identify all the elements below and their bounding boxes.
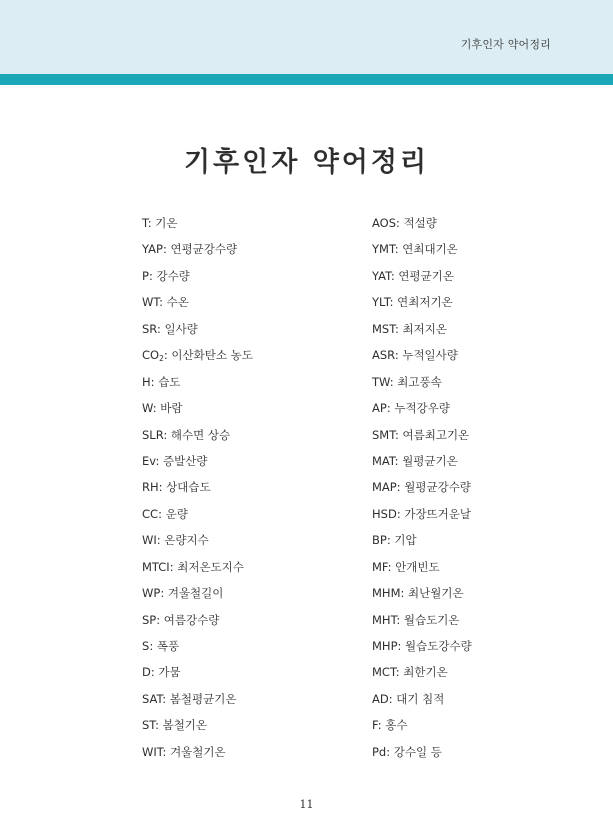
abbreviation-code: SP — [142, 612, 157, 627]
abbreviation-code: SMT — [372, 427, 395, 442]
page-title: 기후인자 약어정리 — [183, 147, 430, 178]
abbreviation-item: ASR: 누적일사량 — [372, 348, 458, 363]
abbreviation-description: 최고풍속 — [397, 374, 442, 389]
abbreviation-item: MAP: 월평균강수량 — [372, 480, 471, 495]
abbreviation-description: 연평균강수량 — [170, 242, 238, 257]
abbreviation-subscript: 2 — [159, 354, 164, 364]
running-header-title: 기후인자 약어정리 — [460, 38, 551, 51]
page-number: 11 — [299, 798, 314, 811]
abbreviation-code: T — [142, 216, 148, 230]
abbreviation-code: F — [372, 718, 378, 733]
abbreviation-item: MAT: 월평균기온 — [372, 453, 458, 468]
abbreviation-code: MAP — [372, 480, 397, 495]
abbreviation-item: W: 바람 — [142, 401, 183, 416]
abbreviation-item: HSD: 가장뜨거운날 — [372, 506, 471, 521]
abbreviation-code: MTCI — [142, 559, 170, 574]
abbreviation-item: WP: 겨울철길이 — [142, 586, 224, 601]
abbreviation-code: YAT — [372, 268, 391, 283]
abbreviation-code: MHT — [372, 612, 397, 627]
abbreviation-code: WIT — [142, 744, 163, 759]
abbreviation-item: YMT: 연최대기온 — [372, 242, 458, 257]
abbreviation-item: AP: 누적강우량 — [372, 401, 450, 416]
abbreviation-code: YAP — [142, 242, 163, 257]
abbreviation-code: MAT — [372, 453, 395, 468]
abbreviation-code: S — [142, 639, 150, 653]
abbreviation-description: 월습도기온 — [403, 612, 460, 627]
abbreviation-item: ST: 봄철기온 — [142, 718, 208, 733]
abbreviation-item: YLT: 연최저기온 — [372, 295, 453, 310]
abbreviation-code: WP — [142, 586, 161, 601]
abbreviation-description: 최저온도지수 — [177, 559, 244, 574]
abbreviation-item: MCT: 최한기온 — [372, 665, 448, 680]
abbreviation-code: AD — [372, 691, 389, 706]
abbreviation-code: SR — [142, 321, 157, 336]
abbreviation-code: YMT — [372, 242, 395, 257]
abbreviation-item: SMT: 여름최고기온 — [372, 427, 470, 442]
abbreviation-description: 적설량 — [403, 216, 437, 230]
abbreviation-code: WT — [142, 295, 160, 310]
abbreviation-description: 월평균기온 — [402, 453, 458, 468]
abbreviation-code: YLT — [372, 295, 390, 310]
abbreviation-item: MF: 안개빈도 — [372, 559, 440, 574]
abbreviation-item: WI: 온량지수 — [142, 533, 209, 548]
abbreviation-description: 바람 — [160, 401, 183, 416]
abbreviation-description: 월습도강수량 — [405, 639, 472, 653]
abbreviation-item: WT: 수온 — [142, 295, 189, 310]
abbreviation-item: SP: 여름강수량 — [142, 612, 220, 627]
abbreviation-item: CC: 운량 — [142, 506, 188, 521]
abbreviation-description: 연평균기온 — [398, 268, 454, 283]
abbreviation-item: $CO_2$: 이산화탄소 농도 — [142, 348, 253, 364]
abbreviation-item: SLR: 해수면 상승 — [142, 427, 231, 442]
abbreviation-description: 최한기온 — [403, 665, 448, 680]
abbreviation-description: 대기 침적 — [396, 691, 445, 706]
abbreviation-item: SAT: 봄철평균기온 — [142, 691, 237, 706]
abbreviation-description: 폭풍 — [156, 639, 180, 653]
abbreviation-list-right — [372, 213, 612, 768]
abbreviation-item: BP: 기압 — [372, 533, 417, 548]
abbreviation-description: 가뭄 — [158, 665, 181, 680]
abbreviation-item: F: 홍수 — [372, 718, 408, 733]
abbreviation-description: 최저지온 — [402, 321, 447, 336]
abbreviation-list-left — [142, 213, 382, 768]
abbreviation-description: 홍수 — [385, 718, 408, 733]
abbreviation-item: MHM: 최난월기온 — [372, 586, 464, 601]
abbreviation-description: 강수량 — [156, 268, 190, 283]
abbreviation-code: WI — [142, 533, 157, 548]
abbreviation-description: 겨울철기온 — [170, 744, 226, 759]
abbreviation-item: P: 강수량 — [142, 268, 190, 283]
abbreviation-description: 봄철평균기온 — [169, 691, 237, 706]
abbreviation-description: 기온 — [155, 216, 178, 230]
abbreviation-code: ASR — [372, 348, 395, 363]
abbreviation-item: AD: 대기 침적 — [372, 691, 445, 706]
abbreviation-code: P — [142, 268, 149, 283]
abbreviation-item: D: 가뭄 — [142, 665, 181, 680]
abbreviation-item: WIT: 겨울철기온 — [142, 744, 226, 759]
abbreviation-description: 이산화탄소 농도 — [171, 348, 253, 363]
abbreviation-item: T: 기온 — [142, 216, 178, 230]
abbreviation-code: W — [142, 401, 153, 416]
abbreviation-item: MHT: 월습도기온 — [372, 612, 460, 627]
abbreviation-code: D — [142, 665, 151, 680]
header-band — [0, 0, 613, 74]
abbreviation-code: BP — [372, 533, 387, 548]
abbreviation-code: AOS — [372, 216, 397, 230]
abbreviation-code: HSD — [372, 506, 397, 521]
abbreviation-code: MST — [372, 321, 395, 336]
abbreviation-code: H — [142, 374, 151, 389]
abbreviation-description: 겨울철길이 — [167, 586, 224, 601]
abbreviation-code: MF — [372, 559, 388, 574]
abbreviation-description: 봄철기온 — [162, 718, 208, 733]
abbreviation-code: Ev — [142, 453, 156, 468]
abbreviation-description: 여름최고기온 — [402, 427, 470, 442]
abbreviation-code: MCT — [372, 665, 396, 680]
abbreviation-description: 안개빈도 — [395, 559, 440, 574]
abbreviation-code: RH — [142, 480, 159, 495]
abbreviation-code: TW — [372, 374, 390, 389]
abbreviation-item: TW: 최고풍속 — [372, 374, 442, 389]
abbreviation-item: MTCI: 최저온도지수 — [142, 559, 244, 574]
abbreviation-code: AP — [372, 401, 387, 416]
abbreviation-description: 습도 — [158, 374, 181, 389]
abbreviation-description: 운량 — [165, 506, 188, 521]
abbreviation-description: 기압 — [394, 533, 417, 548]
abbreviation-description: 연최대기온 — [402, 242, 458, 257]
abbreviation-description: 증발산량 — [162, 453, 208, 468]
abbreviation-code: MHM — [372, 586, 401, 601]
abbreviation-code: CC — [142, 506, 159, 521]
abbreviation-description: 최난월기온 — [408, 586, 464, 601]
abbreviation-item: Pd: 강수일 등 — [372, 744, 442, 759]
abbreviation-description: 가장뜨거운날 — [404, 506, 471, 521]
abbreviation-code: ST — [142, 718, 156, 733]
abbreviation-description: 해수면 상승 — [170, 427, 231, 442]
abbreviation-code: CO — [142, 348, 160, 363]
abbreviation-code: Pd — [372, 744, 387, 759]
abbreviation-item: YAP: 연평균강수량 — [142, 242, 238, 257]
abbreviation-code: MHP — [372, 639, 398, 653]
abbreviation-description: 상대습도 — [166, 480, 211, 495]
abbreviation-description: 누적일사량 — [402, 348, 458, 363]
abbreviation-description: 일사량 — [164, 321, 198, 336]
abbreviation-item: RH: 상대습도 — [142, 480, 211, 495]
abbreviation-description: 연최저기온 — [397, 295, 453, 310]
abbreviation-description: 누적강우량 — [394, 401, 450, 416]
abbreviation-description: 온량지수 — [164, 533, 209, 548]
abbreviation-description: 여름강수량 — [163, 612, 220, 627]
abbreviation-item: S: 폭풍 — [142, 639, 180, 653]
abbreviation-item: MST: 최저지온 — [372, 321, 447, 336]
abbreviation-item: MHP: 월습도강수량 — [372, 639, 472, 653]
abbreviation-item: H: 습도 — [142, 374, 181, 389]
header-accent-stripe — [0, 74, 613, 85]
abbreviation-code: SAT — [142, 691, 163, 706]
abbreviation-item: Ev: 증발산량 — [142, 453, 208, 468]
abbreviation-item: SR: 일사량 — [142, 321, 198, 336]
abbreviation-item: AOS: 적설량 — [372, 216, 437, 230]
abbreviation-description: 월평균강수량 — [404, 480, 471, 495]
abbreviation-item: YAT: 연평균기온 — [372, 268, 454, 283]
abbreviation-code: SLR — [142, 427, 164, 442]
abbreviation-description: 강수일 등 — [393, 744, 442, 759]
abbreviation-description: 수온 — [166, 295, 189, 310]
